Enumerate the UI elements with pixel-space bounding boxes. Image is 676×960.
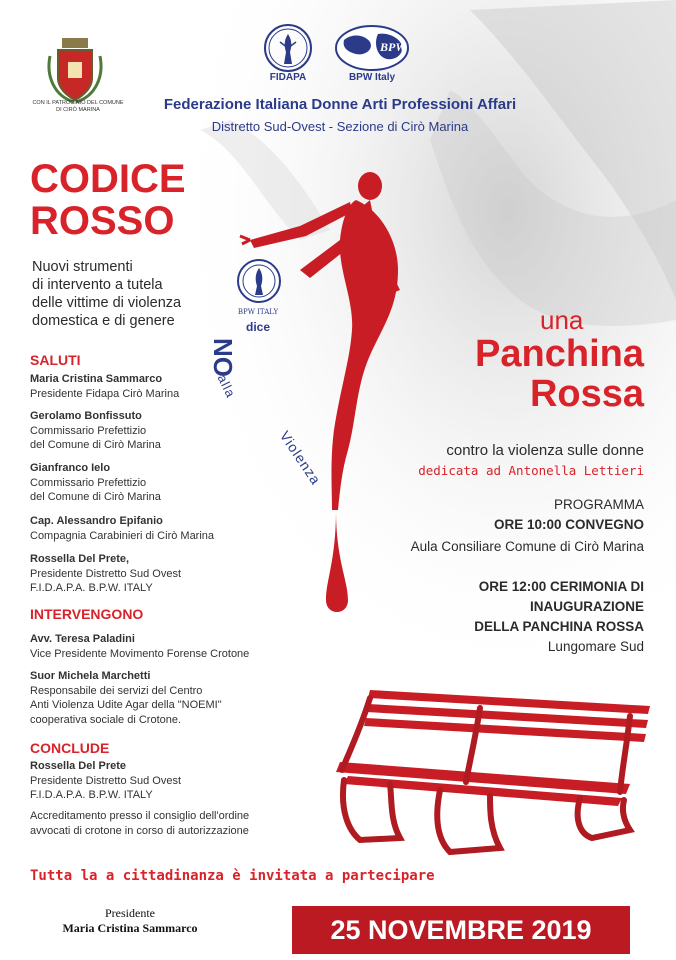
ceremony-line: ORE 12:00 CERIMONIA DI [478, 579, 644, 594]
speaker-name: Maria Cristina Sammarco [30, 373, 163, 385]
speaker-role: Presidente Fidapa Cirò Marina [30, 387, 180, 400]
headline-una: una [540, 305, 584, 335]
speaker-name: Gerolamo Bonfissuto [30, 410, 142, 422]
president-role: Presidente [105, 906, 155, 920]
intro-text [32, 258, 252, 330]
conclude-heading: CONCLUDE [30, 740, 110, 756]
speaker-role: Responsabile dei servizi del Centro [30, 684, 203, 697]
ceremony-line: INAUGURAZIONE [530, 599, 644, 614]
speaker-role: Commissario Prefettizio [30, 424, 147, 437]
intro-line: di intervento a tutela [32, 277, 163, 293]
speaker-name: Suor Michela Marchetti [30, 670, 151, 682]
convegno-time: ORE 10:00 CONVEGNO [493, 517, 644, 532]
dedication-text: dedicata ad Antonella Lettieri [418, 463, 644, 478]
bpw-label: BPW Italy [348, 72, 396, 83]
bpw-logo-text: BPW [380, 40, 407, 54]
ceremony-venue: Lungomare Sud [547, 639, 644, 654]
patronage-text: CON IL PATROCINIO DEL COMUNE DI CIRÒ MARINA [32, 100, 124, 113]
slogan-no: NO [208, 338, 238, 377]
subtitle-contro: contro la violenza sulle donne [446, 442, 644, 459]
speaker-name: Avv. Teresa Paladini [30, 633, 135, 645]
municipality-crest-icon [44, 36, 106, 106]
intro-line: delle vittime di violenza [32, 295, 182, 311]
bpw-italy-seal-label: BPW ITALY [237, 308, 279, 316]
speaker-entry [30, 514, 290, 543]
speaker-role: Presidente Distretto Sud Ovest [30, 567, 182, 580]
title-rosso: ROSSO [30, 199, 175, 243]
slogan-violenza: Violenza [276, 428, 325, 488]
speaker-role: Anti Violenza Udite Agar della "NOEMI" [30, 699, 222, 711]
bpw-logo-icon [330, 22, 414, 74]
intervengono-heading: INTERVENGONO [30, 606, 144, 622]
speaker-name: Cap. Alessandro Epifanio [30, 515, 163, 527]
speaker-role: Commissario Prefettizio [30, 476, 147, 489]
speaker-entry [30, 759, 290, 803]
programma-label: PROGRAMMA [553, 497, 644, 512]
speaker-entry [30, 669, 290, 727]
speaker-role: del Comune di Cirò Marina [30, 439, 161, 451]
president-name: Maria Cristina Sammarco [62, 921, 198, 935]
speaker-role: Vice Presidente Movimento Forense Crotone [30, 647, 250, 660]
saluti-heading: SALUTI [30, 352, 81, 368]
note-line: avvocati di crotone in corso di autorizzazione [30, 824, 249, 837]
convegno-venue: Aula Consiliare Comune di Cirò Marina [410, 539, 644, 554]
intro-line: domestica e di genere [32, 313, 175, 329]
invitation-text: Tutta la a cittadinanza è invitata a partecipare [30, 868, 435, 884]
speaker-role: Presidente Distretto Sud Ovest [30, 774, 182, 787]
ceremony-line: DELLA PANCHINA ROSSA [474, 619, 644, 634]
speaker-entry [30, 372, 290, 401]
speaker-entry [30, 461, 290, 505]
speaker-role: F.I.D.A.P.A. B.P.W. ITALY [30, 789, 153, 801]
note-line: Accreditamento presso il consiglio dell'ordine [30, 810, 250, 822]
speaker-entry [30, 409, 290, 453]
speaker-name: Gianfranco Ielo [30, 462, 111, 474]
fidapa-logo-icon [262, 22, 314, 74]
speaker-role: Compagnia Carabinieri di Cirò Marina [30, 529, 215, 542]
fidapa-label: FIDAPA [269, 72, 307, 83]
federation-title: Federazione Italiana Donne Arti Professioni Affari [163, 96, 517, 113]
red-bench-icon [330, 680, 660, 860]
accreditation-note [30, 809, 290, 838]
slogan-alla: alla [214, 372, 239, 401]
district-subtitle: Distretto Sud-Ovest - Sezione di Cirò Marina [211, 119, 469, 134]
intro-line: Nuovi strumenti [32, 259, 133, 275]
speaker-entry [30, 552, 290, 596]
headline-panchina: Panchina [475, 333, 644, 375]
speaker-role: F.I.D.A.P.A. B.P.W. ITALY [30, 582, 153, 594]
speaker-name: Rossella Del Prete, [30, 553, 130, 565]
speaker-role: cooperativa sociale di Crotone. [30, 713, 182, 726]
headline-rossa: Rossa [529, 373, 644, 415]
speaker-entry [30, 632, 290, 661]
speaker-name: Rossella Del Prete [30, 760, 126, 772]
speaker-role: del Comune di Cirò Marina [30, 491, 161, 503]
title-codice: CODICE [30, 157, 186, 201]
slogan-dice: dice [246, 320, 271, 334]
event-date-banner: 25 NOVEMBRE 2019 [292, 906, 630, 954]
